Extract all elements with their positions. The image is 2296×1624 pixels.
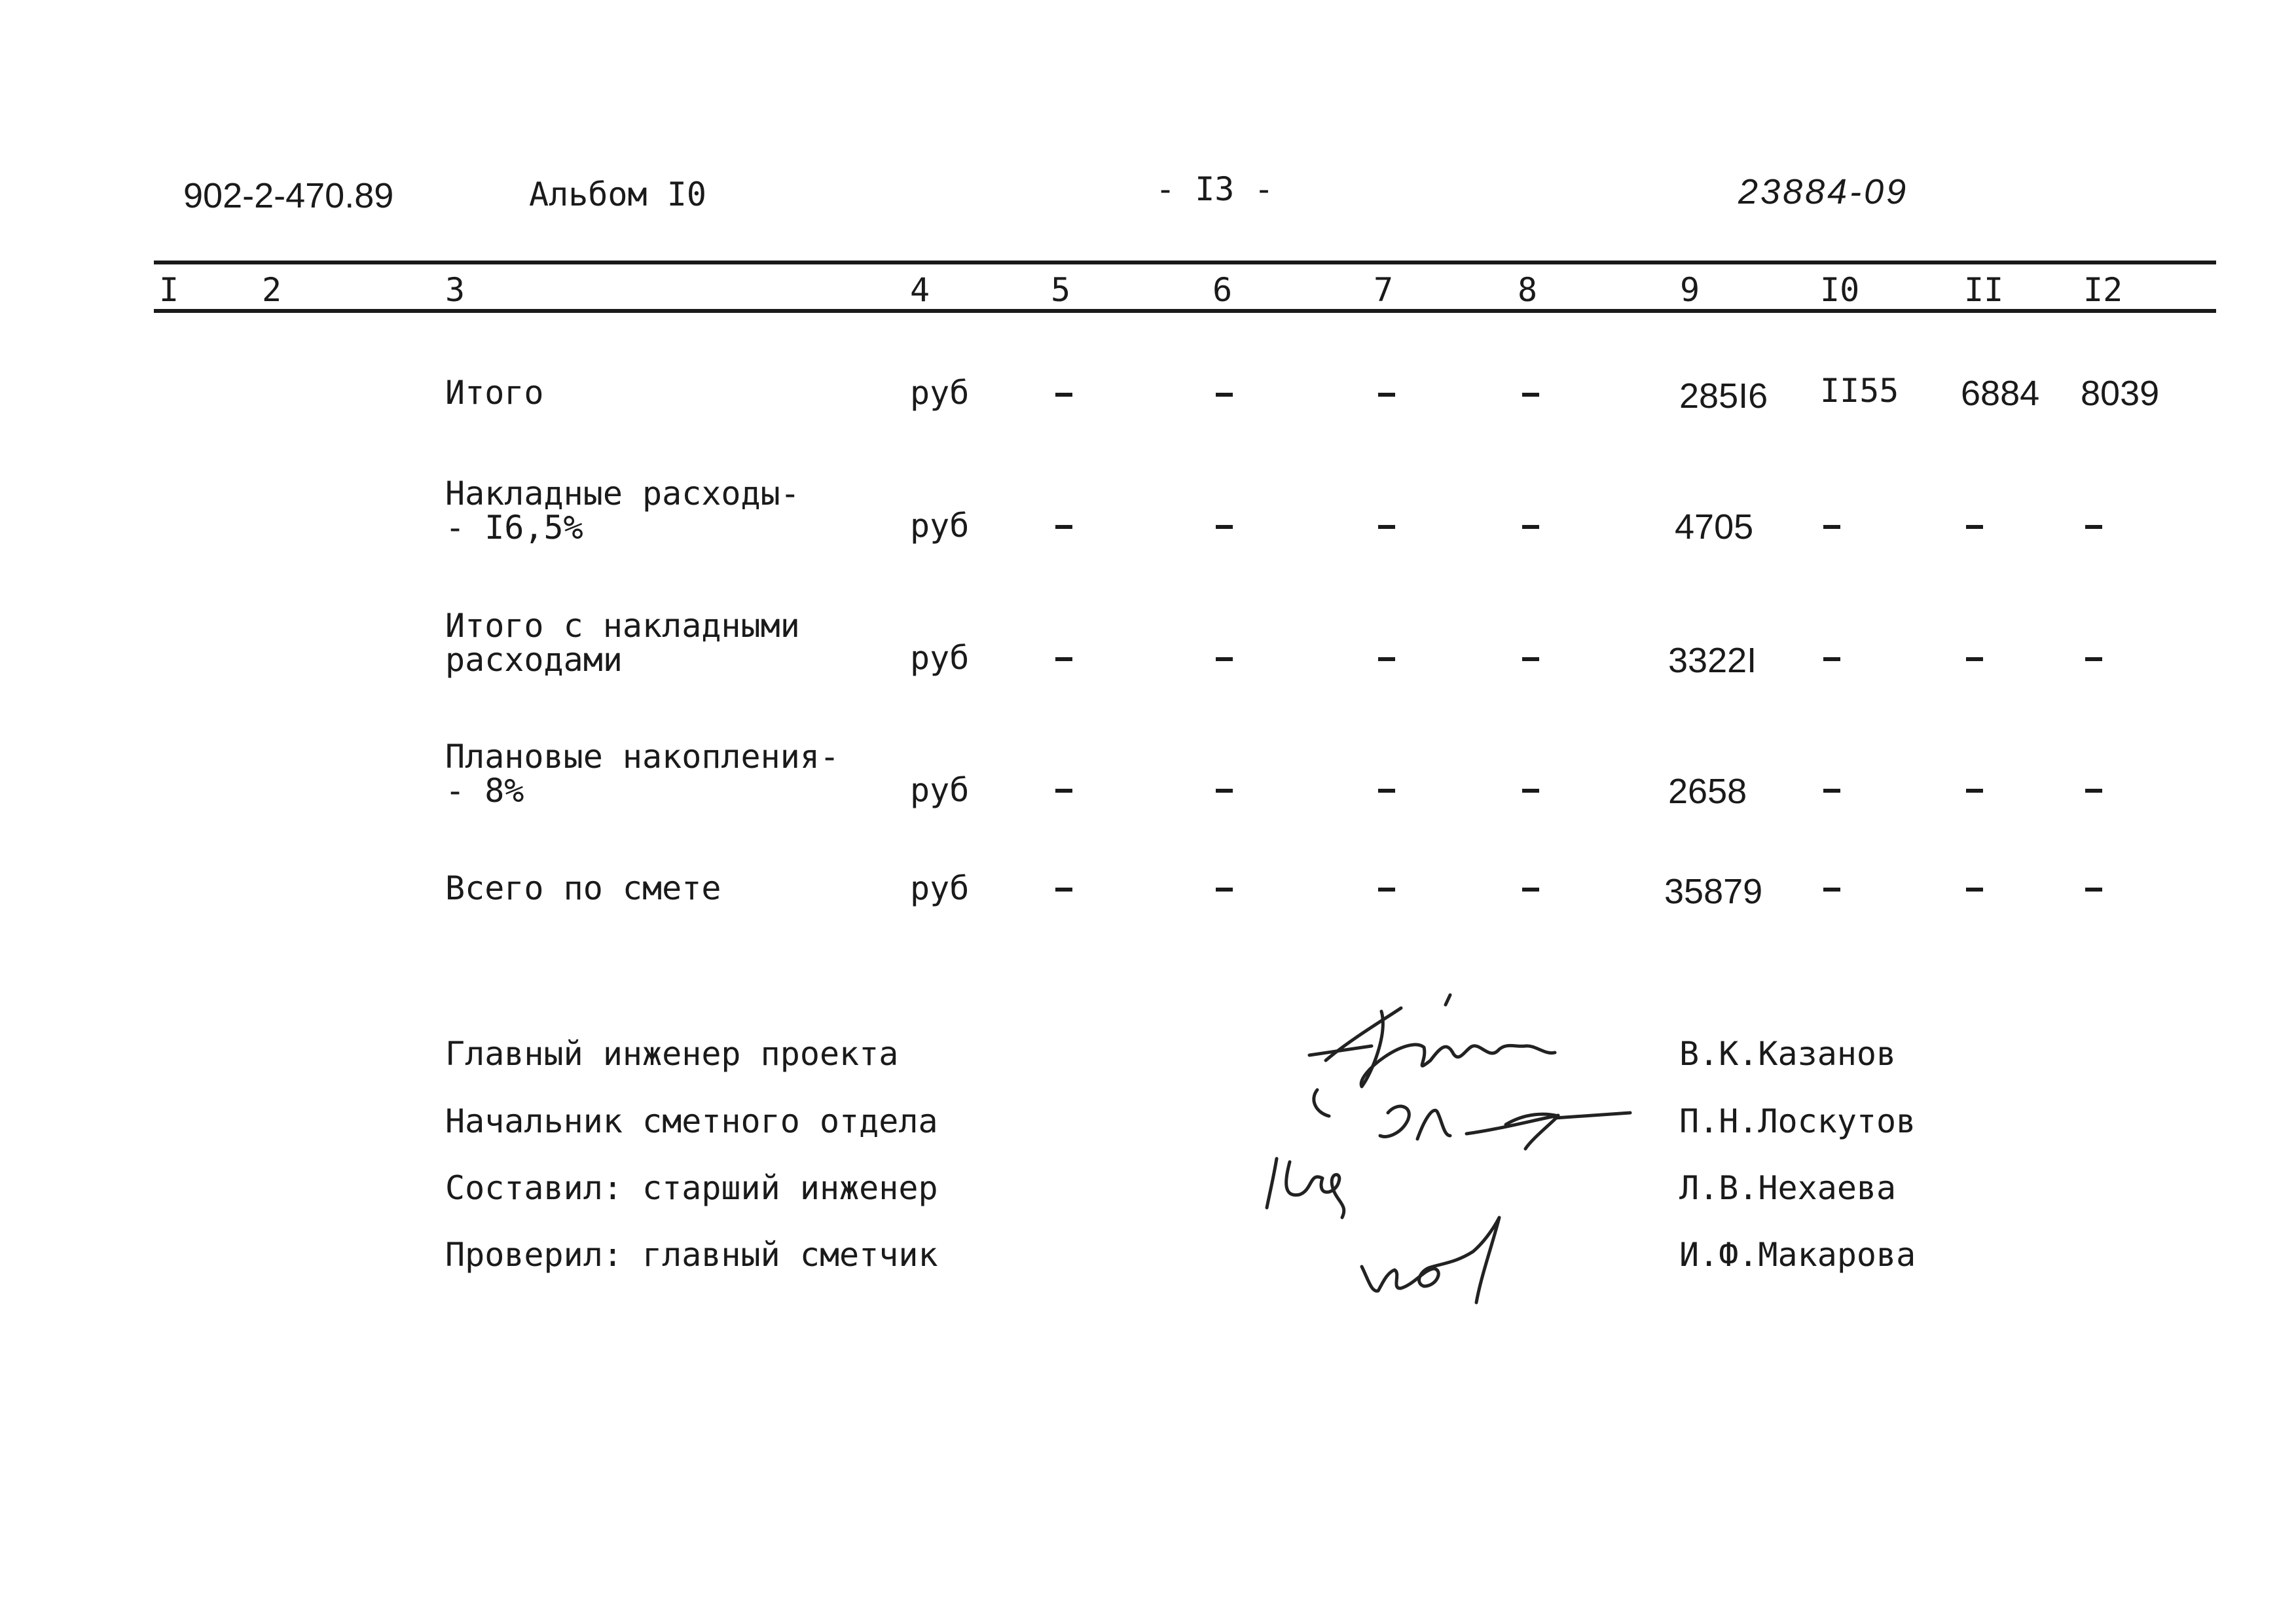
signature-role: Составил: старший инженер: [445, 1169, 938, 1207]
signature-role: Начальник сметного отдела: [445, 1102, 938, 1140]
page-number: - I3 -: [1156, 170, 1274, 208]
column-header: 4: [910, 271, 930, 309]
signature-person: Л.В.Нехаева: [1679, 1169, 1897, 1207]
column-header: 8: [1518, 271, 1538, 309]
row-name: Всего по смете: [445, 869, 721, 907]
signature-person: И.Ф.Макарова: [1679, 1236, 1916, 1274]
column-header: 6: [1212, 271, 1233, 309]
column-header: II: [1964, 271, 2004, 309]
signature-person: В.К.Казанов: [1679, 1035, 1897, 1073]
column-header: I0: [1820, 271, 1860, 309]
row-unit: руб: [910, 507, 970, 545]
column-header: 7: [1374, 271, 1394, 309]
row-name-line: - 8%: [445, 772, 524, 810]
row-unit: руб: [910, 374, 970, 412]
signature-person: П.Н.Лоскутов: [1679, 1102, 1916, 1140]
column-header: 5: [1051, 271, 1071, 309]
row-unit: руб: [910, 771, 970, 809]
column-header: 9: [1680, 271, 1700, 309]
row-name-line: - I6,5%: [445, 509, 583, 547]
column-header: I2: [2083, 271, 2123, 309]
value-c9: 4705: [1675, 507, 1754, 547]
value-c9: 3322I: [1668, 641, 1757, 680]
album-label: Альбом I0: [529, 175, 706, 213]
row-unit: руб: [910, 639, 970, 677]
row-name-line: расходами: [445, 641, 623, 679]
row-name: Итого: [445, 374, 544, 412]
value-c12: 8039: [2081, 374, 2160, 413]
value-c11: 6884: [1961, 374, 2040, 413]
value-c9: 285I6: [1679, 376, 1768, 416]
value-c10: II55: [1820, 372, 1899, 410]
signature-role: Главный инженер проекта: [445, 1035, 899, 1073]
row-name-line: Накладные расходы-: [445, 475, 800, 513]
value-c9: 35879: [1664, 872, 1763, 911]
value-c9: 2658: [1668, 772, 1747, 811]
row-name-line: Плановые накопления-: [445, 738, 840, 776]
column-header: I: [159, 271, 179, 309]
row-unit: руб: [910, 869, 970, 907]
column-header: 3: [445, 271, 465, 309]
signature-role: Проверил: главный сметчик: [445, 1236, 938, 1274]
row-name-line: Итого с накладными: [445, 607, 800, 645]
inventory-number: 23884-09: [1738, 172, 1909, 211]
doc-code: 902-2-470.89: [183, 176, 394, 215]
column-header: 2: [262, 271, 282, 309]
